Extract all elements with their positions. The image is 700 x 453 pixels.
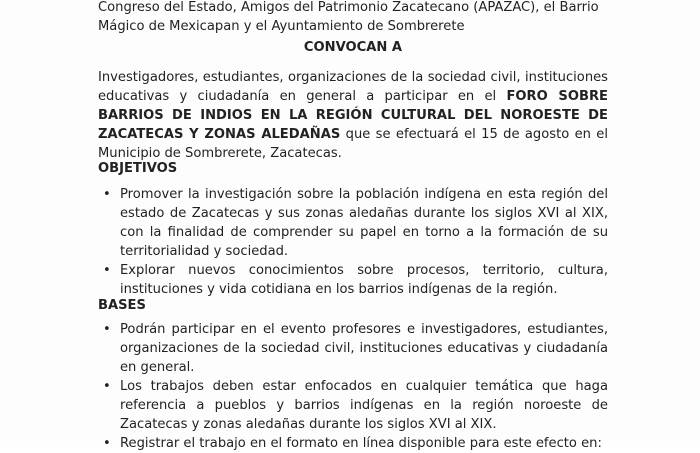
intro-line-2: Mágico de Mexicapan y el Ayuntamiento de Sombrerete: [98, 19, 465, 34]
call-paragraph: [98, 68, 608, 163]
bases-heading: BASES: [98, 298, 146, 313]
list-item: [98, 320, 608, 377]
list-item: [98, 434, 608, 453]
bullet-icon: •: [103, 379, 111, 394]
objetivos-heading: OBJETIVOS: [98, 161, 178, 176]
objetivo-text-2: Explorar nuevos conocimientos sobre procesos, territorio, cultura, instituciones y vida cotidiana en los barrios indígenas de la región.: [120, 263, 608, 297]
convocan-heading: CONVOCAN A: [303, 40, 403, 55]
call-text-start: Investigadores, estudiantes, organizaciones de la sociedad civil, instituciones educativas y ciudadanía en general a participar en el: [98, 70, 608, 104]
base-text-1: Podrán participar en el evento profesores e investigadores, estudiantes, organizaciones de la sociedad civil, instituciones educativas y ciudadanía en general.: [120, 322, 608, 375]
objetivos-list: [98, 185, 608, 299]
list-item: [98, 377, 608, 434]
base-text-2: Los trabajos deben estar enfocados en cualquier temática que haga referencia a pueblos y barrios indígenas en la región noroeste de Zacatecas y zonas aledañas durante los siglos XVI al XIX.: [120, 379, 608, 432]
bases-list: [98, 320, 608, 453]
intro-line-1: Congreso del Estado, Amigos del Patrimonio Zacatecano (APAZAC), el Barrio: [98, 0, 599, 15]
base-text-3: Registrar el trabajo en el formato en línea disponible para este efecto en:: [120, 436, 602, 451]
bullet-icon: •: [103, 322, 111, 337]
bullet-icon: •: [103, 263, 111, 278]
bullet-icon: •: [103, 187, 111, 202]
intro-paragraph: [98, 0, 608, 36]
objetivo-text-1: Promover la investigación sobre la población indígena en esta región del estado de Zacatecas y sus zonas aledañas durante los siglos XVI al XIX, con la finalidad de comprender su papel en torno a la formación de su territorialidad y sociedad.: [120, 187, 608, 259]
bullet-icon: •: [103, 436, 111, 451]
list-item: [98, 261, 608, 299]
list-item: [98, 185, 608, 261]
forum-title: FORO SOBRE BARRIOS DE INDIOS EN LA REGIÓN CULTURAL DEL NOROESTE DE ZACATECAS Y ZONAS ALEDAÑAS: [98, 89, 608, 142]
call-text-end: que se efectuará el 15 de agosto en el Municipio de Sombrerete, Zacatecas.: [98, 127, 609, 161]
